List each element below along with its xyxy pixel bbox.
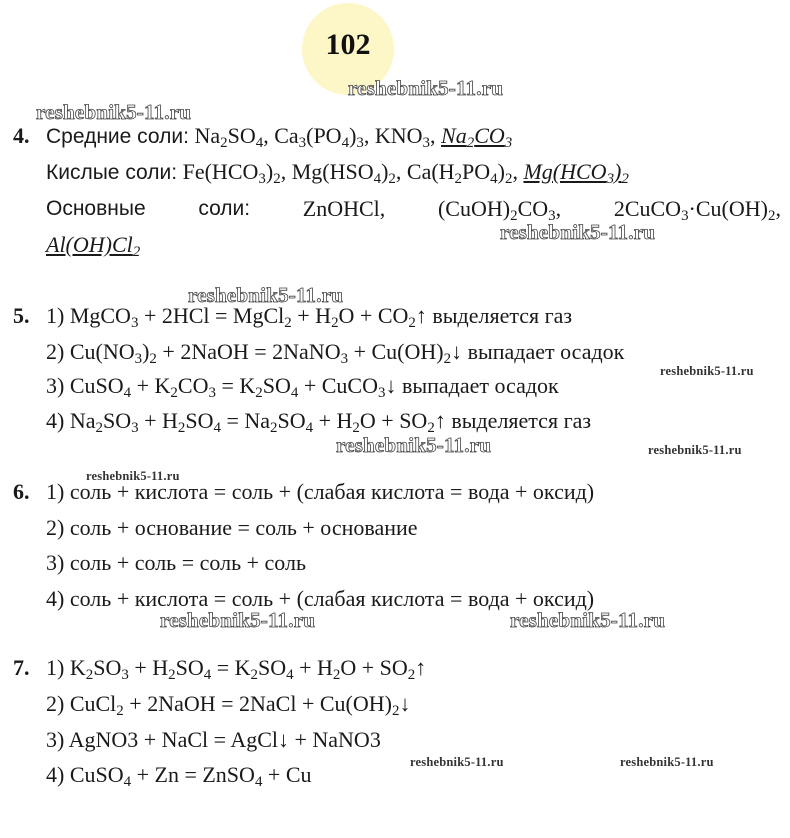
medium-salts-answer: $Na_2CO_3$ xyxy=(441,123,513,152)
equation-line: 3) AgNO3 + NaCl = AgCl↓ + NaNO3 xyxy=(46,727,381,752)
watermark: reshebnik5-11.ru xyxy=(510,608,666,632)
watermark: reshebnik5-11.ru xyxy=(660,364,754,378)
equation-line: 1) MgCO$_3$ + 2HCl = MgCl$_2$ + $H_2O$ + $CO_2↑$ выделяется газ xyxy=(46,303,573,332)
question-number: 7. xyxy=(13,655,30,680)
equation-line: 1) $K_2SO_3 + H_2SO_4 = K_2SO_4 + H_2O$ + $SO_2↑$ xyxy=(46,655,427,684)
basic-salts-item: $2CuCO_3\cdot Cu(OH)_2$, xyxy=(613,196,781,225)
question-number: 4. xyxy=(13,123,30,148)
basic-salts-answer-line xyxy=(46,232,141,261)
basic-salts-label: соли: xyxy=(198,197,251,220)
basic-salts-label: Основные xyxy=(46,197,146,220)
scheme-line: 1) соль + кислота = соль + (слабая кислота = вода + оксид) xyxy=(46,479,595,504)
page-number: 102 xyxy=(325,28,371,61)
acid-salts-answer: $Mg(HCO_3)_2$ xyxy=(523,159,629,188)
scheme-line: 3) соль + соль = соль + соль xyxy=(46,550,306,575)
watermark: reshebnik5-11.ru xyxy=(410,755,504,769)
question-number: 5. xyxy=(13,303,30,328)
watermark: reshebnik5-11.ru xyxy=(36,100,192,124)
equation-line: 2) $Cu(NO_3)_2$ + 2NaOH = 2NaNO$_3$ + $Cu(OH)_2↓$ выпадает осадок xyxy=(46,339,625,368)
equation-line: 4) CuSO$_4$ + Zn = ZnSO$_4$ + Cu xyxy=(46,762,312,791)
basic-salts-item: ZnOHCl, xyxy=(302,196,386,221)
medium-salts-list: $Na_2SO_4$, $Ca_3(PO_4)_3$, $KNO_3$, xyxy=(194,123,436,152)
scheme-line: 4) соль + кислота = соль + (слабая кислота = вода + оксид) xyxy=(46,586,595,611)
watermark: reshebnik5-11.ru xyxy=(620,755,714,769)
basic-salts-item: $(CuOH)_2CO_3$, xyxy=(437,196,562,225)
watermark: reshebnik5-11.ru xyxy=(500,220,656,244)
scheme-line: 2) соль + основание = соль + основание xyxy=(46,515,418,540)
watermark: reshebnik5-11.ru xyxy=(188,283,344,307)
equation-line: 2) CuCl$_2$ + 2NaOH = 2NaCl + $Cu(OH)_2↓$ xyxy=(46,691,411,720)
equation-line: 4) $Na_2SO_3 + H_2SO_4 = Na_2SO_4 + H_2O$ + $SO_2↑$ выделяется газ xyxy=(46,408,592,437)
acid-salts-list: $Fe(HCO_3)_2$, $Mg(HSO_4)_2$, $Ca(H_2PO_4)_2$, xyxy=(182,159,518,188)
basic-salts-line xyxy=(46,196,781,225)
watermark: reshebnik5-11.ru xyxy=(648,443,742,457)
medium-salts-line xyxy=(46,123,513,152)
basic-salts-answer: $Al(OH)Cl_2$ xyxy=(46,232,141,261)
medium-salts-label: Средние соли: xyxy=(46,125,189,148)
watermark: reshebnik5-11.ru xyxy=(336,433,492,457)
acid-salts-label: Кислые соли: xyxy=(46,161,178,184)
equation-line: 3) CuSO$_4$ + $K_2CO_3 = K_2SO_4$ + CuCO$_3$↓ выпадает осадок xyxy=(46,373,559,402)
question-number: 6. xyxy=(13,479,30,504)
watermark: reshebnik5-11.ru xyxy=(86,469,180,483)
watermark: reshebnik5-11.ru xyxy=(348,76,504,100)
watermark: reshebnik5-11.ru xyxy=(160,608,316,632)
acid-salts-line xyxy=(46,159,629,188)
